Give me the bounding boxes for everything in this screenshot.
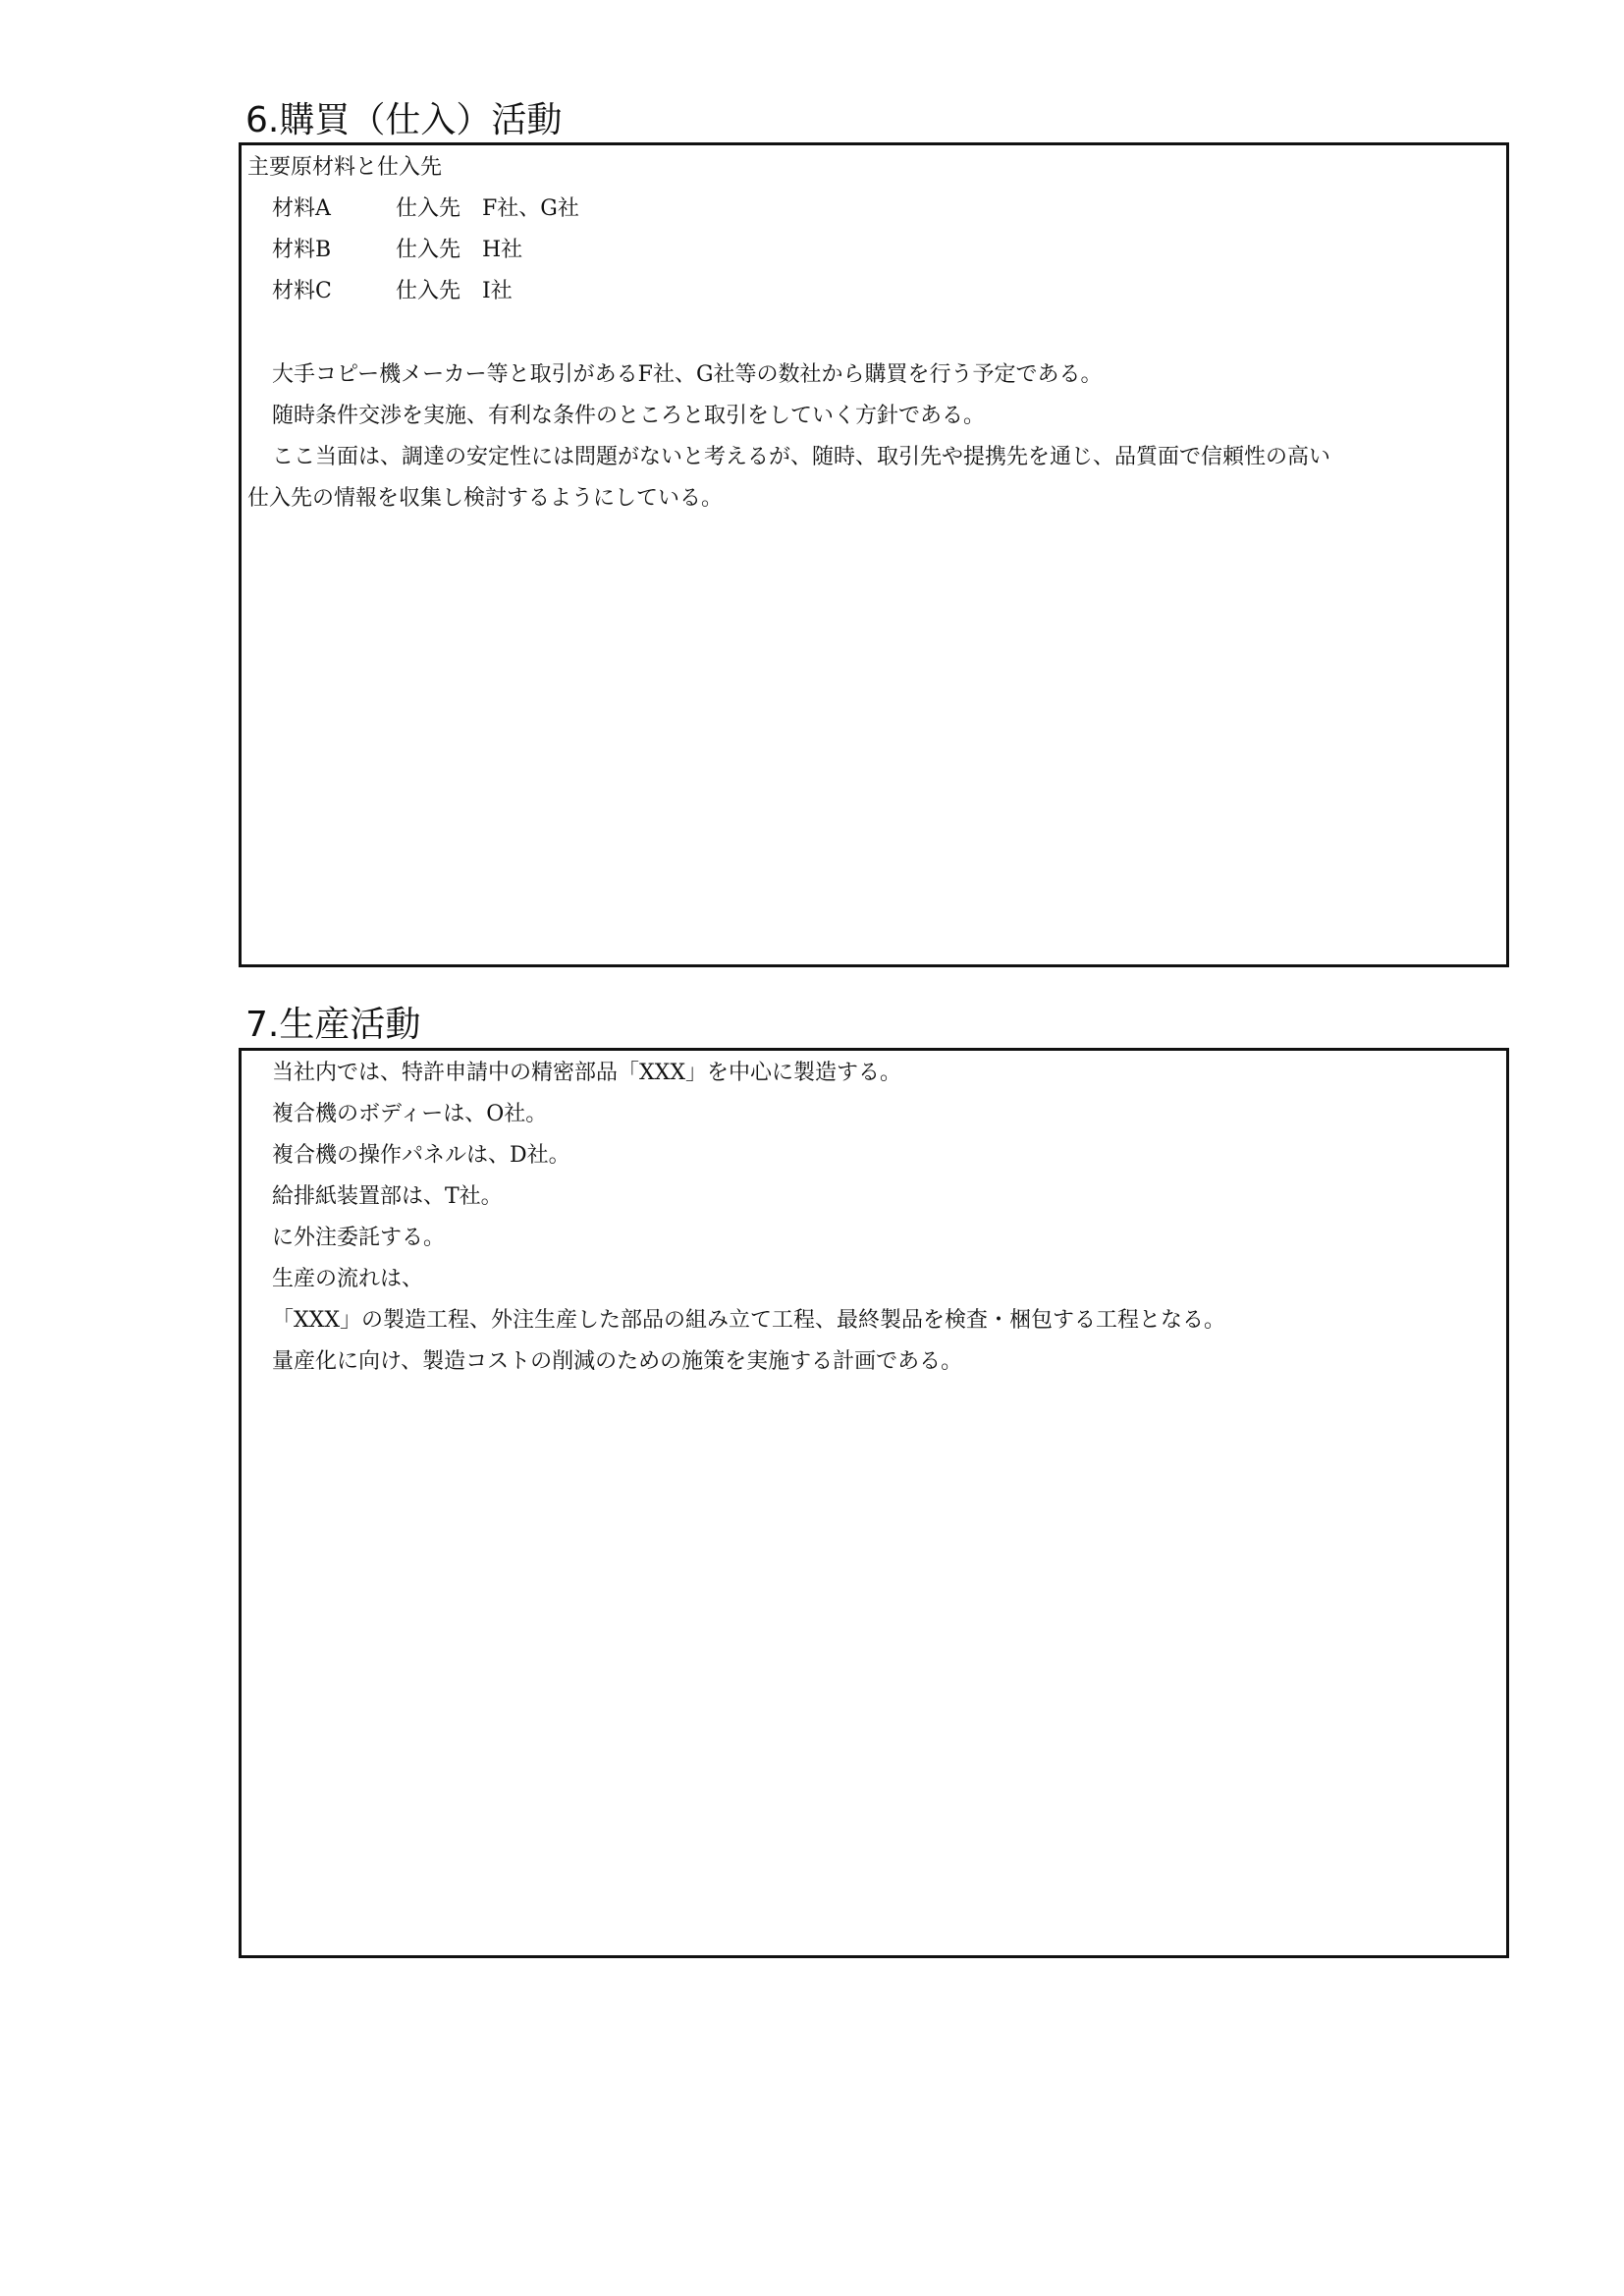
material-name: 材料A [272,196,331,221]
material-name: 材料B [272,238,332,262]
section-6-box [239,142,1509,967]
section-7-title: 7.生産活動 [245,1005,421,1045]
production-line: 複合機のボディーは、O社。 [272,1102,548,1126]
supplier-label: 仕入先 [396,238,461,262]
production-line: 給排紙装置部は、T社。 [272,1184,503,1209]
supplier-names: I社 [482,279,513,303]
section-6-title: 6.購買（仕入）活動 [245,100,563,140]
production-line: 複合機の操作パネルは、D社。 [272,1143,570,1168]
section-7-box [239,1048,1509,1958]
paragraph-line: 随時条件交渉を実施、有利な条件のところと取引をしていく方針である。 [272,404,986,428]
material-name: 材料C [272,279,332,303]
paragraph-line: 大手コピー機メーカー等と取引があるF社、G社等の数社から購買を行う予定である。 [272,362,1103,387]
paragraph-line: 仕入先の情報を収集し検討するようにしている。 [247,486,724,511]
supplier-names: H社 [482,238,523,262]
production-line: 量産化に向け、製造コストの削減のための施策を実施する計画である。 [272,1349,963,1374]
production-line: 「XXX」の製造工程、外注生産した部品の組み立て工程、最終製品を検査・梱包する工程となる。 [272,1308,1225,1333]
production-line: 当社内では、特許申請中の精密部品「XXX」を中心に製造する。 [272,1061,901,1085]
production-line: に外注委託する。 [272,1226,446,1250]
supplier-names: F社、G社 [482,196,579,221]
production-line: 生産の流れは、 [272,1267,424,1291]
paragraph-line: ここ当面は、調達の安定性には問題がないと考えるが、随時、取引先や提携先を通じ、品質面で信頼性の高い [272,445,1331,469]
materials-header: 主要原材料と仕入先 [247,155,443,180]
supplier-label: 仕入先 [396,279,461,303]
supplier-label: 仕入先 [396,196,461,221]
